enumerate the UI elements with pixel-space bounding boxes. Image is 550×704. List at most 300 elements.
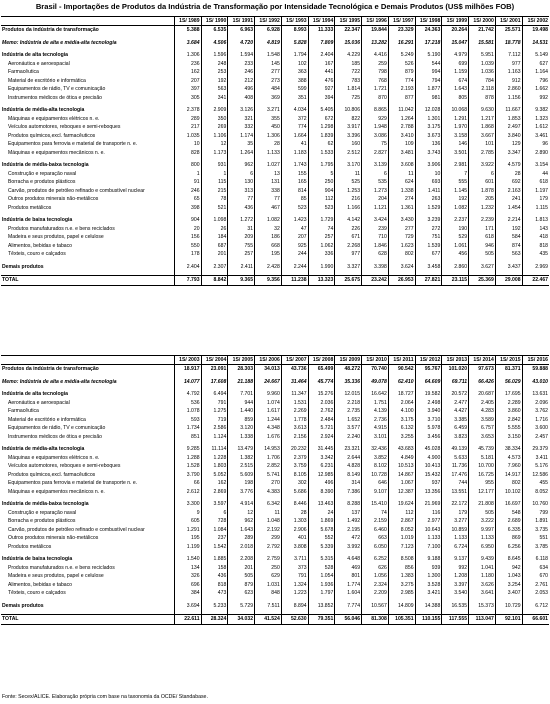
row-value: 2.890 [522, 149, 549, 158]
row-value: 41.524 [255, 614, 282, 624]
table-row [1, 161, 549, 170]
row-value: 2.036 [308, 399, 335, 408]
row-value: 75 [362, 140, 389, 149]
row-value: 48.272 [335, 365, 362, 374]
row-value: 20.572 [442, 390, 469, 399]
row-value: 398 [174, 204, 201, 213]
row-value: 272 [415, 225, 442, 234]
row-value: 11.114 [201, 445, 228, 454]
row-value: 6.118 [522, 555, 549, 564]
row-value: 8.894 [281, 602, 308, 611]
row-value: 11 [255, 509, 282, 518]
row-value: 165 [281, 178, 308, 187]
row-value: 205 [469, 195, 496, 204]
row-value: 178 [174, 250, 201, 259]
row-value: 136 [415, 140, 442, 149]
row-value: 17.476 [442, 471, 469, 480]
table-row [1, 195, 549, 204]
row-value: 484 [255, 85, 282, 94]
row-value: 12.387 [388, 488, 415, 497]
row-value: 3.589 [469, 416, 496, 425]
row-value: 2.977 [415, 517, 442, 526]
row-value: 1.082 [255, 216, 282, 225]
row-label: Borracha e produtos plásticos [8, 179, 76, 185]
row-value: 693 [415, 178, 442, 187]
row-value: 2.498 [415, 399, 442, 408]
row-value: 160 [335, 140, 362, 149]
row-value: 4.915 [362, 424, 389, 433]
row-value: 6.132 [388, 424, 415, 433]
row-label: Outros produtos minerais não-metálicos [8, 196, 99, 202]
row-value: 6.535 [201, 26, 228, 35]
row-value: 9.188 [415, 555, 442, 564]
row-value: 394 [308, 94, 335, 103]
row-value: 4.229 [335, 51, 362, 60]
row-value: 13.631 [522, 390, 549, 399]
row-value: 137 [335, 509, 362, 518]
row-value: 937 [415, 479, 442, 488]
row-value: 3.430 [388, 216, 415, 225]
row-value: 1.323 [522, 115, 549, 124]
year-header: 1S/ 2016 [522, 356, 549, 365]
row-value: 9.137 [442, 555, 469, 564]
row-value: 3.101 [362, 433, 389, 442]
row-value: 90.542 [388, 365, 415, 374]
year-header: 1S/ 1997 [388, 17, 415, 26]
row-value: 3.852 [362, 454, 389, 463]
year-header: 1S/ 1996 [362, 17, 389, 26]
row-value: 277 [255, 68, 282, 77]
row-value: 25.571 [495, 26, 522, 35]
row-value: 22.172 [442, 500, 469, 509]
row-value: 263 [415, 195, 442, 204]
row-value: 3.823 [442, 433, 469, 442]
row-value: 2.379 [281, 454, 308, 463]
year-header-row [1, 17, 549, 26]
row-value: 1.056 [362, 572, 389, 581]
table-row [1, 564, 549, 573]
row-value: 1.853 [495, 115, 522, 124]
row-value: 134 [174, 564, 201, 573]
row-value: 710 [362, 233, 389, 242]
row-value: 601 [469, 178, 496, 187]
row-value: 28 [281, 509, 308, 518]
row-value: 1.813 [522, 216, 549, 225]
row-value: 1.027 [255, 161, 282, 170]
row-value: 5.828 [281, 39, 308, 48]
row-value: 1.217 [469, 115, 496, 124]
row-value: 2.827 [362, 149, 389, 158]
row-value: 628 [362, 250, 389, 259]
row-value: 246 [174, 187, 201, 196]
row-value: 102 [281, 60, 308, 69]
row-value: 798 [362, 68, 389, 77]
row-value: 3.150 [495, 433, 522, 442]
row-value: 3.762 [522, 407, 549, 416]
row-value: 18.727 [388, 390, 415, 399]
row-value: 1.839 [308, 132, 335, 141]
year-header: 1S/ 2008 [308, 356, 335, 365]
row-value: 3.759 [281, 462, 308, 471]
row-value: 1.361 [388, 204, 415, 213]
table-row [1, 614, 549, 624]
row-value: 77 [228, 195, 255, 204]
row-value: 2.156 [281, 433, 308, 442]
row-value: 10.728 [362, 471, 389, 480]
row-label: Produtos metálicos [8, 543, 52, 550]
year-header: 1S/ 2002 [522, 17, 549, 26]
row-value: 233 [228, 60, 255, 69]
row-value: 904 [174, 216, 201, 225]
row-value: 369 [255, 94, 282, 103]
row-value: 2.759 [255, 555, 282, 564]
row-value: 21.808 [469, 500, 496, 509]
row-value: 7.100 [415, 543, 442, 552]
row-value: 4.573 [495, 454, 522, 463]
row-value: 2.064 [388, 399, 415, 408]
row-value: 1.106 [201, 132, 228, 141]
row-label: Indústria de alta tecnologia [2, 391, 68, 397]
row-value: 1.885 [201, 555, 228, 564]
row-value: 226 [335, 225, 362, 234]
row-label: Produtos metálicos [8, 204, 52, 211]
row-value: 70.740 [362, 365, 389, 374]
row-value: 9.960 [255, 390, 282, 399]
row-value: 1.067 [388, 479, 415, 488]
row-value: 523 [308, 204, 335, 213]
row-value: 21.969 [415, 500, 442, 509]
row-value: 1.878 [469, 187, 496, 196]
row-value: 179 [442, 509, 469, 518]
row-value: 3.398 [362, 263, 389, 272]
row-value: 1.273 [362, 187, 389, 196]
row-value: 101 [469, 140, 496, 149]
row-value: 3.222 [469, 517, 496, 526]
row-value: 3.501 [442, 149, 469, 158]
row-value: 15.047 [442, 39, 469, 48]
row-value: 728 [201, 517, 228, 526]
row-value: 3.154 [522, 161, 549, 170]
row-value: 1.734 [174, 424, 201, 433]
row-value: 818 [201, 581, 228, 590]
row-label: Máquinas e equipamentos mecânicos n. e. [8, 488, 105, 495]
row-value: 3.347 [495, 149, 522, 158]
row-value: 774 [388, 77, 415, 86]
row-value: 2.515 [228, 462, 255, 471]
row-value: 3.437 [495, 263, 522, 272]
row-value: 784 [469, 77, 496, 86]
row-value: 3.239 [415, 216, 442, 225]
row-value: 2.981 [442, 161, 469, 170]
row-value: 1.062 [308, 242, 335, 251]
row-value: 18.778 [495, 39, 522, 48]
row-value: 17.695 [495, 390, 522, 399]
row-value: 3.597 [201, 500, 228, 509]
row-value: 117.555 [442, 614, 469, 624]
row-value: 1.264 [388, 115, 415, 124]
row-value: 962 [228, 517, 255, 526]
row-value: 3.411 [522, 454, 549, 463]
row-value: 1.721 [362, 85, 389, 94]
row-value: 5.729 [228, 602, 255, 611]
row-value: 1.291 [174, 526, 201, 535]
row-value: 1.803 [201, 462, 228, 471]
row-value: 1.423 [281, 216, 308, 225]
row-value: 326 [174, 572, 201, 581]
row-value: 250 [308, 178, 335, 187]
row-value: 2.761 [522, 581, 549, 590]
row-value: 25.675 [335, 275, 362, 285]
row-value: 2.762 [308, 407, 335, 416]
row-value: 81.371 [495, 365, 522, 374]
table-row [1, 534, 549, 543]
row-value: 3.300 [174, 500, 201, 509]
table-row [1, 115, 549, 124]
row-value: 115 [201, 178, 228, 187]
row-value: 521 [201, 204, 228, 213]
row-value: 2.689 [495, 517, 522, 526]
row-value: 1.612 [522, 123, 549, 132]
row-value: 904 [308, 187, 335, 196]
row-value: 856 [388, 564, 415, 573]
row-value: 8.288 [335, 500, 362, 509]
row-value: 802 [388, 250, 415, 259]
row-label: Têxteis, couro e calçados [8, 251, 66, 257]
row-value: 257 [308, 233, 335, 242]
row-value: 12 [228, 509, 255, 518]
row-value: 2.240 [335, 433, 362, 442]
row-value: 623 [228, 589, 255, 598]
year-header: 1S/ 1994 [308, 17, 335, 26]
row-value: 1.041 [469, 564, 496, 573]
row-label: Alimentos, bebidas e tabaco [8, 581, 72, 588]
row-value: 116 [415, 509, 442, 518]
row-label: Material de escritório e informática [8, 77, 86, 84]
row-value: 11.333 [308, 26, 335, 35]
row-value: 10 [415, 170, 442, 179]
row-value: 13 [255, 170, 282, 179]
row-value: 2.512 [335, 149, 362, 158]
row-value: 436 [228, 204, 255, 213]
row-value: 450 [255, 123, 282, 132]
row-value: 74 [362, 509, 389, 518]
row-value: 212 [228, 77, 255, 86]
row-value: 2.909 [201, 106, 228, 115]
row-value: 879 [228, 581, 255, 590]
row-value: 5.555 [495, 424, 522, 433]
row-value: 670 [522, 572, 549, 581]
row-value: 31 [228, 225, 255, 234]
row-value: 1.164 [522, 68, 549, 77]
row-value: 719 [201, 416, 228, 425]
row-value: 722 [335, 68, 362, 77]
row-value: 677 [415, 250, 442, 259]
table-row [1, 424, 549, 433]
row-value: 2.969 [522, 263, 549, 272]
row-value: 2.163 [495, 187, 522, 196]
row-value: 43.683 [388, 445, 415, 454]
row-value: 12.015 [335, 390, 362, 399]
row-value: 257 [228, 250, 255, 259]
row-value: 3.613 [281, 424, 308, 433]
row-value: 2.869 [201, 488, 228, 497]
row-value: 239 [362, 225, 389, 234]
row-value: 64.609 [415, 378, 442, 387]
row-value: 23.115 [442, 275, 469, 285]
row-value: 201 [228, 564, 255, 573]
row-value: 7.793 [174, 275, 201, 285]
row-value: 1.652 [335, 416, 362, 425]
row-value: 5.176 [522, 462, 549, 471]
row-value: 1.716 [522, 416, 549, 425]
table-row [1, 433, 549, 442]
row-value: 1.036 [469, 68, 496, 77]
row-value: 401 [281, 534, 308, 543]
row-value: 5.339 [308, 543, 335, 552]
row-value: 912 [495, 77, 522, 86]
row-value: 3.254 [495, 581, 522, 590]
row-value: 1.492 [335, 517, 362, 526]
row-value: 3.992 [335, 543, 362, 552]
row-label: Instrumentos médicos de ótica e precisão [8, 94, 102, 101]
row-value: 1.338 [228, 433, 255, 442]
row-value: 17.608 [201, 378, 228, 387]
row-value: 192 [201, 77, 228, 86]
row-value: 4.828 [335, 462, 362, 471]
row-value: 3.410 [388, 132, 415, 141]
row-value: 505 [469, 509, 496, 518]
row-value: 23.091 [201, 365, 228, 374]
row-value: 4.579 [495, 161, 522, 170]
row-label: Máquinas e equipamentos elétricos n. e. [8, 115, 100, 122]
row-value: 544 [415, 60, 442, 69]
year-header: 1S/ 1998 [415, 17, 442, 26]
row-value: 13.282 [362, 39, 389, 48]
row-value: 22.467 [522, 275, 549, 285]
row-value: 11.667 [495, 106, 522, 115]
row-value: 20 [174, 225, 201, 234]
row-value: 1.208 [442, 572, 469, 581]
row-value: 15.410 [362, 500, 389, 509]
table-row [1, 407, 549, 416]
row-value: 3.684 [174, 39, 201, 48]
row-value: 3.175 [388, 416, 415, 425]
row-value: 469 [335, 564, 362, 573]
row-value: 3.785 [522, 543, 549, 552]
row-value: 38.334 [495, 445, 522, 454]
row-value: 8.645 [495, 555, 522, 564]
table-row [1, 275, 549, 285]
row-value: 1.970 [442, 123, 469, 132]
row-value: 2.324 [362, 581, 389, 590]
row-value: 14.953 [255, 445, 282, 454]
table-row [1, 94, 549, 103]
row-value: 751 [415, 233, 442, 242]
row-value: 13.852 [308, 602, 335, 611]
row-value: 800 [174, 161, 201, 170]
row-value: 1.156 [495, 94, 522, 103]
row-value: 17.218 [415, 39, 442, 48]
row-value: 110.155 [415, 614, 442, 624]
row-value: 14.531 [522, 39, 549, 48]
year-header: 1S/ 1990 [201, 17, 228, 26]
row-value: 1.382 [228, 454, 255, 463]
row-value: 1.604 [335, 589, 362, 598]
row-value: 929 [362, 115, 389, 124]
row-value: 14.388 [415, 602, 442, 611]
row-value: 3.641 [469, 589, 496, 598]
row-value: 1.533 [308, 149, 335, 158]
row-value: 289 [228, 534, 255, 543]
table-row [1, 365, 549, 374]
row-value: 5.315 [308, 555, 335, 564]
row-value: 799 [522, 509, 549, 518]
row-value: 14.077 [174, 378, 201, 387]
row-value: 23.242 [362, 275, 389, 285]
row-value: 523 [281, 204, 308, 213]
row-value: 671 [335, 233, 362, 242]
row-value: 755 [228, 242, 255, 251]
row-value: 5.633 [442, 454, 469, 463]
row-value: 35.336 [335, 378, 362, 387]
row-value: 215 [201, 187, 228, 196]
row-value: 11 [335, 170, 362, 179]
row-value: 696 [174, 581, 201, 590]
row-value: 91 [174, 178, 201, 187]
row-value: 822 [335, 115, 362, 124]
row-value: 8.842 [201, 275, 228, 285]
row-value: 195 [174, 534, 201, 543]
row-value: 351 [281, 94, 308, 103]
row-value: 2.378 [174, 106, 201, 115]
row-value: 1.662 [522, 85, 549, 94]
table-row [1, 132, 549, 141]
row-value: 3.120 [228, 424, 255, 433]
row-value: 6.963 [228, 26, 255, 35]
row-value: 3.694 [174, 602, 201, 611]
row-value: 2.867 [388, 517, 415, 526]
row-value: 869 [495, 534, 522, 543]
row-value: 3.396 [335, 132, 362, 141]
row-value: 1.411 [415, 187, 442, 196]
row-value: 244 [281, 250, 308, 259]
row-value: 1.232 [469, 204, 496, 213]
row-value: 9.997 [469, 526, 496, 535]
row-value: 6 [362, 170, 389, 179]
row-value: 879 [388, 68, 415, 77]
row-value: 877 [388, 94, 415, 103]
row-value: 6.342 [255, 500, 282, 509]
row-value: 7.809 [308, 39, 335, 48]
row-value: 204 [362, 195, 389, 204]
row-value: 10 [174, 140, 201, 149]
row-label: Indústria de média-baixa tecnologia [2, 162, 89, 168]
table-row [1, 581, 549, 590]
row-value: 1.039 [469, 60, 496, 69]
row-value: 9.365 [228, 275, 255, 285]
row-value: 12.028 [415, 106, 442, 115]
row-value: 195 [255, 250, 282, 259]
row-value: 2.457 [522, 433, 549, 442]
row-value: 2.018 [228, 543, 255, 552]
row-value: 2.405 [469, 399, 496, 408]
row-value: 3.776 [228, 488, 255, 497]
row-value: 977 [335, 250, 362, 259]
row-value: 28 [495, 170, 522, 179]
row-value: 6.459 [442, 424, 469, 433]
table-row [1, 263, 549, 272]
row-value: 729 [388, 233, 415, 242]
